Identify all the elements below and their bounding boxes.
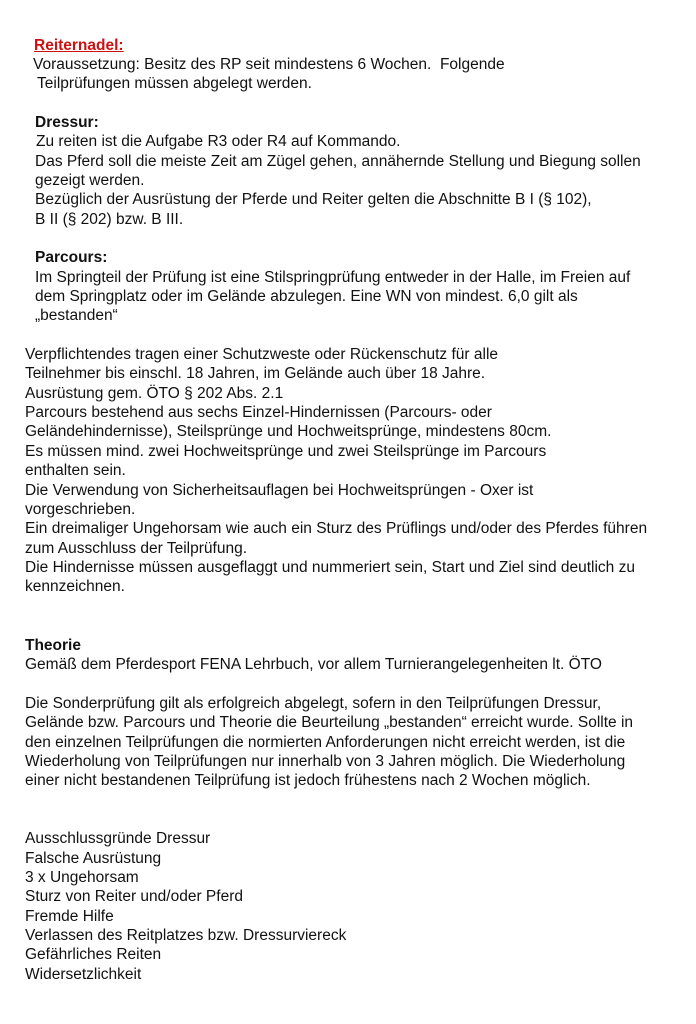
ausschluss-line: Ausschlussgründe Dressur [25, 830, 211, 847]
ausschluss-line: Sturz von Reiter und/oder Pferd [25, 888, 243, 905]
requirement-line: Ausrüstung gem. ÖTO § 202 Abs. 2.1 [25, 385, 284, 402]
theorie-heading: Theorie [25, 637, 81, 654]
ausschluss-line: Widersetzlichkeit [25, 966, 142, 983]
dressur-line: gezeigt werden. [35, 172, 145, 189]
requirement-line: Verpflichtendes tragen einer Schutzweste oder Rückenschutz für alle [25, 346, 499, 363]
ausschluss-line: Fremde Hilfe [25, 908, 114, 925]
parcours-line: dem Springplatz oder im Gelände abzulegen. Eine WN von mindest. 6,0 gilt als [35, 288, 578, 305]
dressur-line: Zu reiten ist die Aufgabe R3 oder R4 auf Kommando. [36, 133, 401, 150]
requirement-line: Teilnehmer bis einschl. 18 Jahren, im Gelände auch über 18 Jahre. [25, 365, 486, 382]
ausschluss-line: 3 x Ungehorsam [25, 869, 139, 886]
requirement-line: Die Hindernisse müssen ausgeflaggt und nummeriert sein, Start und Ziel sind deutlich zu [25, 559, 635, 576]
requirement-line: enthalten sein. [25, 462, 126, 479]
parcours-line: „bestanden“ [35, 307, 118, 324]
parcours-heading: Parcours: [35, 249, 108, 266]
requirement-line: Es müssen mind. zwei Hochweitsprünge und zwei Steilsprünge im Parcours [25, 443, 547, 460]
ausschluss-line: Verlassen des Reitplatzes bzw. Dressurviereck [25, 927, 347, 944]
parcours-line: Im Springteil der Prüfung ist eine Stilspringprüfung entweder in der Halle, im Freien auf [35, 269, 631, 286]
result-line: den einzelnen Teilprüfungen die normierten Anforderungen nicht erreicht werden, ist die [25, 734, 626, 751]
requirement-line: Ein dreimaliger Ungehorsam wie auch ein Sturz des Prüflings und/oder des Pferdes führen [25, 520, 648, 537]
requirement-line: kennzeichnen. [25, 578, 125, 595]
requirement-line: Geländehindernisse), Steilsprünge und Hochweitsprünge, mindestens 80cm. [25, 423, 552, 440]
ausschluss-line: Gefährliches Reiten [25, 946, 162, 963]
requirement-line: zum Ausschluss der Teilprüfung. [25, 540, 247, 557]
theorie-line: Gemäß dem Pferdesport FENA Lehrbuch, vor allem Turnierangelegenheiten lt. ÖTO [25, 656, 602, 673]
dressur-line: Das Pferd soll die meiste Zeit am Zügel gehen, annähernde Stellung und Biegung sollen [35, 153, 641, 170]
result-line: Wiederholung von Teilprüfungen nur innerhalb von 3 Jahren möglich. Die Wiederholung [25, 753, 626, 770]
requirement-line: vorgeschrieben. [25, 501, 136, 518]
reiternadel-heading: Reiternadel: [34, 37, 124, 54]
result-line: Die Sonderprüfung gilt als erfolgreich abgelegt, sofern in den Teilprüfungen Dressur, [25, 695, 602, 712]
dressur-line: Bezüglich der Ausrüstung der Pferde und Reiter gelten die Abschnitte B I (§ 102), [35, 191, 592, 208]
ausschluss-line: Falsche Ausrüstung [25, 850, 162, 867]
result-line: einer nicht bestandenen Teilprüfung ist jedoch frühestens nach 2 Wochen möglich. [25, 772, 591, 789]
dressur-line: B II (§ 202) bzw. B III. [35, 211, 184, 228]
dressur-heading: Dressur: [35, 114, 99, 131]
requirement-line: Parcours bestehend aus sechs Einzel-Hindernissen (Parcours- oder [25, 404, 492, 421]
reiternadel-line: Voraussetzung: Besitz des RP seit mindestens 6 Wochen. Folgende [33, 56, 505, 73]
requirement-line: Die Verwendung von Sicherheitsauflagen bei Hochweitsprüngen - Oxer ist [25, 482, 534, 499]
result-line: Gelände bzw. Parcours und Theorie die Beurteilung „bestanden“ erreicht wurde. Sollte in [25, 714, 634, 731]
reiternadel-line: Teilprüfungen müssen abgelegt werden. [33, 75, 312, 92]
